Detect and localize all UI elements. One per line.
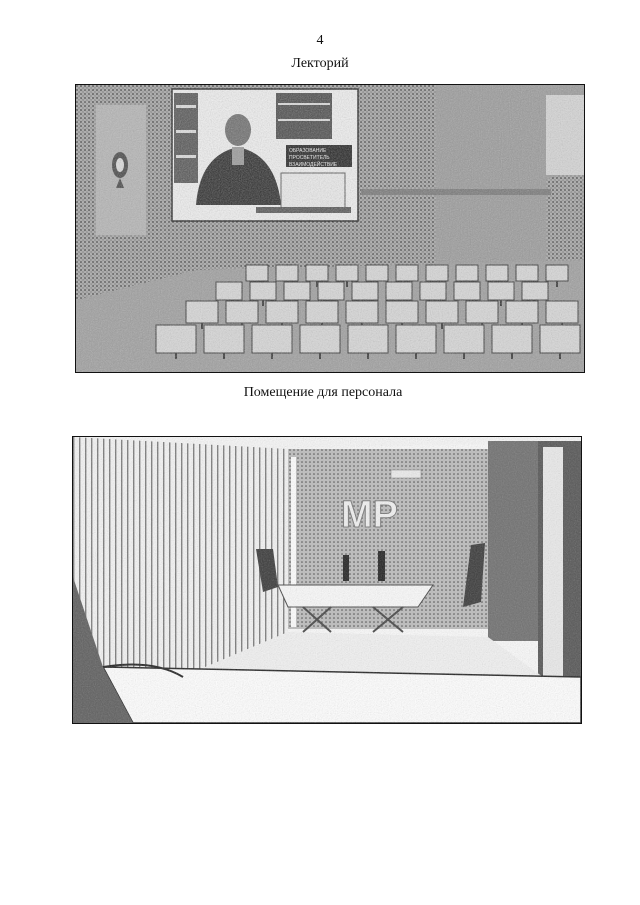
figure-caption-staff-room: Помещение для персонала xyxy=(243,385,403,400)
figure-caption-lecture-hall: Лекторий xyxy=(291,56,349,71)
lecture-hall-photo xyxy=(75,84,585,373)
staff-room-photo xyxy=(72,436,582,724)
page-number: 4 xyxy=(316,33,324,48)
